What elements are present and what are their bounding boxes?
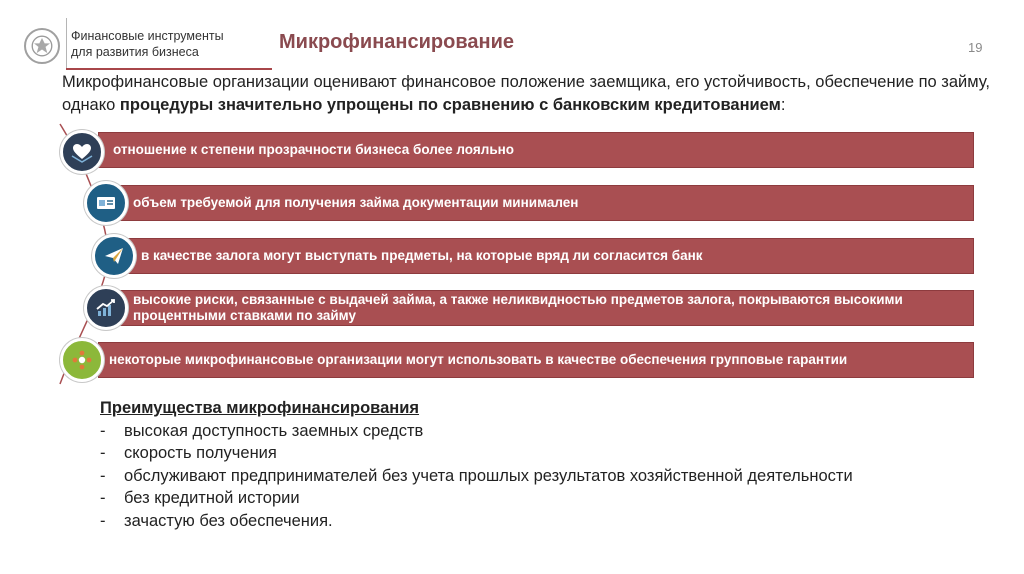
feature-icon-1	[60, 130, 104, 174]
org-line-1: Финансовые инструменты	[71, 29, 224, 43]
paper-plane-icon	[101, 243, 127, 269]
intro-bold-text: процедуры значительно упрощены по сравнению с банковским кредитованием	[119, 96, 781, 114]
header-underline	[66, 68, 272, 70]
feature-text-1: отношение к степени прозрачности бизнеса более лояльно	[113, 142, 515, 157]
intro-paragraph	[62, 71, 1004, 117]
advantage-text-4: без кредитной истории	[124, 489, 300, 508]
feature-icon-2	[84, 181, 128, 225]
slide-title: Микрофинансирование	[279, 31, 514, 53]
document-icon	[93, 190, 119, 216]
feature-bar-4	[118, 290, 974, 326]
feature-icon-3	[92, 234, 136, 278]
feature-text-3: в качестве залога могут выступать предметы, на которые вряд ли согласится банк	[141, 248, 703, 263]
advantages-block	[100, 397, 1000, 533]
feature-bar-5	[98, 342, 974, 378]
feature-text-2: объем требуемой для получения займа документации минимален	[133, 195, 579, 210]
advantage-item: - скорость получения	[100, 442, 1000, 465]
header-divider	[66, 18, 67, 68]
advantage-item: - без кредитной истории	[100, 487, 1000, 510]
feature-bar-3	[126, 238, 974, 274]
feature-icon-4	[84, 286, 128, 330]
advantages-title: Преимущества микрофинансирования	[100, 399, 420, 417]
advantage-text-5: зачастую без обеспечения.	[124, 511, 333, 530]
organization-name	[71, 28, 271, 60]
advantage-text-3: обслуживают предпринимателей без учета прошлых результатов хозяйственной деятельности	[124, 466, 853, 485]
page-number: 19	[968, 40, 983, 55]
advantage-text-1: высокая доступность заемных средств	[124, 421, 424, 440]
feature-text-5: некоторые микрофинансовые организации могут использовать в качестве обеспечения групповые гарантии	[109, 352, 848, 367]
advantage-item: - обслуживают предпринимателей без учета прошлых результатов хозяйственной деятельности	[100, 465, 1000, 488]
feature-bar-2	[118, 185, 974, 221]
growth-chart-icon	[93, 295, 119, 321]
intro-end: :	[780, 96, 786, 114]
advantage-text-2: скорость получения	[124, 444, 277, 463]
advantage-item: - зачастую без обеспечения.	[100, 510, 1000, 533]
advantage-item: - высокая доступность заемных средств	[100, 420, 1000, 443]
feature-text-4: высокие риски, связанные с выдачей займа, а также неликвидностью предметов залога, покрываются высокими процентными ставками по займу	[133, 292, 903, 323]
intro-text: Микрофинансовые организации оценивают финансовое положение заемщика, его устойчивость, обеспечение по займу, однако	[62, 73, 990, 114]
feature-bar-1	[98, 132, 974, 168]
org-line-2: для развития бизнеса	[71, 45, 199, 59]
feature-icon-5	[60, 338, 104, 382]
heart-hands-icon	[69, 139, 95, 165]
group-icon	[69, 347, 95, 373]
emblem-logo	[24, 28, 60, 64]
